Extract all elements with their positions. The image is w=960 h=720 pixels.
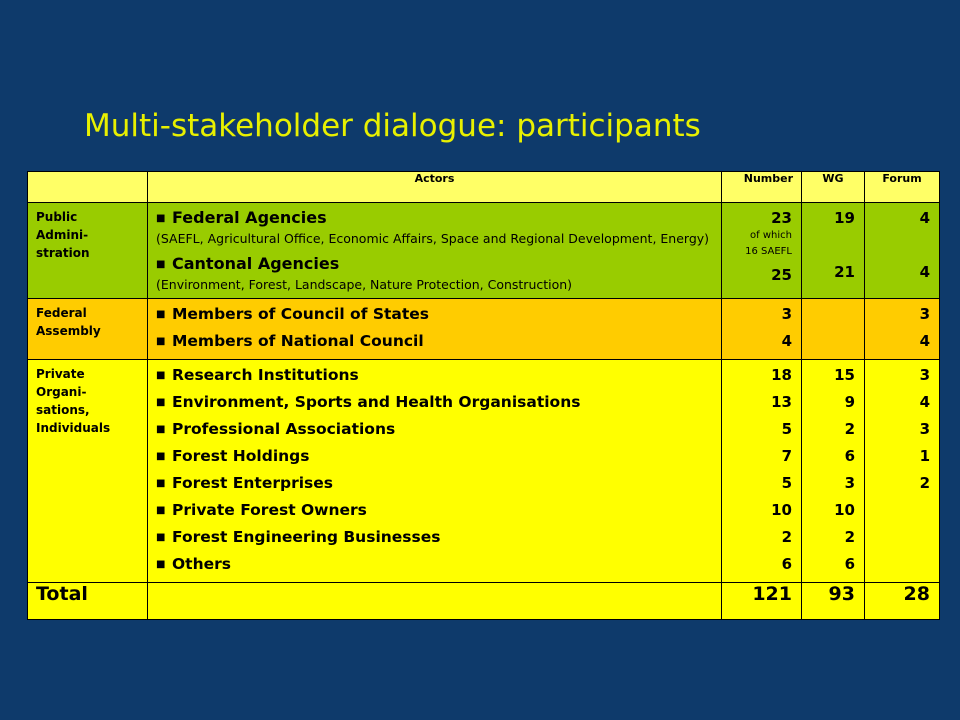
header-category [28, 172, 148, 203]
header-number: Number [722, 172, 802, 203]
list-item: ■ Professional Associations [156, 416, 713, 443]
actors-cell [148, 299, 722, 360]
category-label: Federal Assembly [28, 299, 148, 360]
bullet-icon: ■ [156, 478, 166, 489]
total-label: Total [28, 583, 148, 620]
category-label: Public Admini- stration [28, 203, 148, 299]
list-item: ■ Environment, Sports and Health Organisations [156, 389, 713, 416]
forum-cell: 4 4 [865, 203, 940, 299]
list-item: ■ Private Forest Owners [156, 497, 713, 524]
category-label: Private Organi- sations, Individuals [28, 360, 148, 583]
bullet-icon: ■ [156, 370, 166, 381]
list-item: ■ Members of National Council [156, 328, 713, 355]
header-actors: Actors [148, 172, 722, 203]
list-item: ■ Cantonal Agencies [156, 254, 340, 273]
number-cell: 18 13 5 7 5 10 2 6 [722, 360, 802, 583]
forum-cell: 3 4 3 1 2 [865, 360, 940, 583]
forum-cell: 3 4 [865, 299, 940, 360]
list-item: ■ Others [156, 551, 713, 578]
table-row-public-administration [28, 203, 940, 299]
bullet-icon: ■ [156, 532, 166, 543]
item-detail: (Environment, Forest, Landscape, Nature Protection, Construction) [156, 277, 573, 292]
actors-cell [148, 203, 722, 299]
bullet-icon: ■ [156, 451, 166, 462]
bullet-icon: ■ [156, 259, 166, 270]
bullet-icon: ■ [156, 397, 166, 408]
total-number: 121 [722, 583, 802, 620]
header-forum: Forum [865, 172, 940, 203]
total-forum: 28 [865, 583, 940, 620]
bullet-icon: ■ [156, 336, 166, 347]
bullet-icon: ■ [156, 213, 166, 224]
list-item: ■ Forest Holdings [156, 443, 713, 470]
number-cell: 3 4 [722, 299, 802, 360]
participants-table [27, 171, 940, 620]
header-wg: WG [802, 172, 865, 203]
bullet-icon: ■ [156, 505, 166, 516]
wg-cell: 19 21 [802, 203, 865, 299]
wg-cell [802, 299, 865, 360]
list-item: ■ Federal Agencies [156, 208, 327, 227]
table-row-private [28, 360, 940, 583]
list-item: ■ Forest Engineering Businesses [156, 524, 713, 551]
bullet-icon: ■ [156, 309, 166, 320]
list-item: ■ Research Institutions [156, 362, 713, 389]
page-title: Multi-stakeholder dialogue: participants [84, 108, 701, 144]
table-header-row [28, 172, 940, 203]
list-item: ■ Forest Enterprises [156, 470, 713, 497]
total-wg: 93 [802, 583, 865, 620]
table-row-total [28, 583, 940, 620]
bullet-icon: ■ [156, 559, 166, 570]
item-detail: (SAEFL, Agricultural Office, Economic Affairs, Space and Regional Development, Energy) [156, 231, 710, 246]
total-empty [148, 583, 722, 620]
bullet-icon: ■ [156, 424, 166, 435]
number-cell: 23 of which 16 SAEFL 25 [722, 203, 802, 299]
list-item: ■ Members of Council of States [156, 301, 713, 328]
table-row-federal-assembly [28, 299, 940, 360]
wg-cell: 15 9 2 6 3 10 2 6 [802, 360, 865, 583]
actors-cell [148, 360, 722, 583]
